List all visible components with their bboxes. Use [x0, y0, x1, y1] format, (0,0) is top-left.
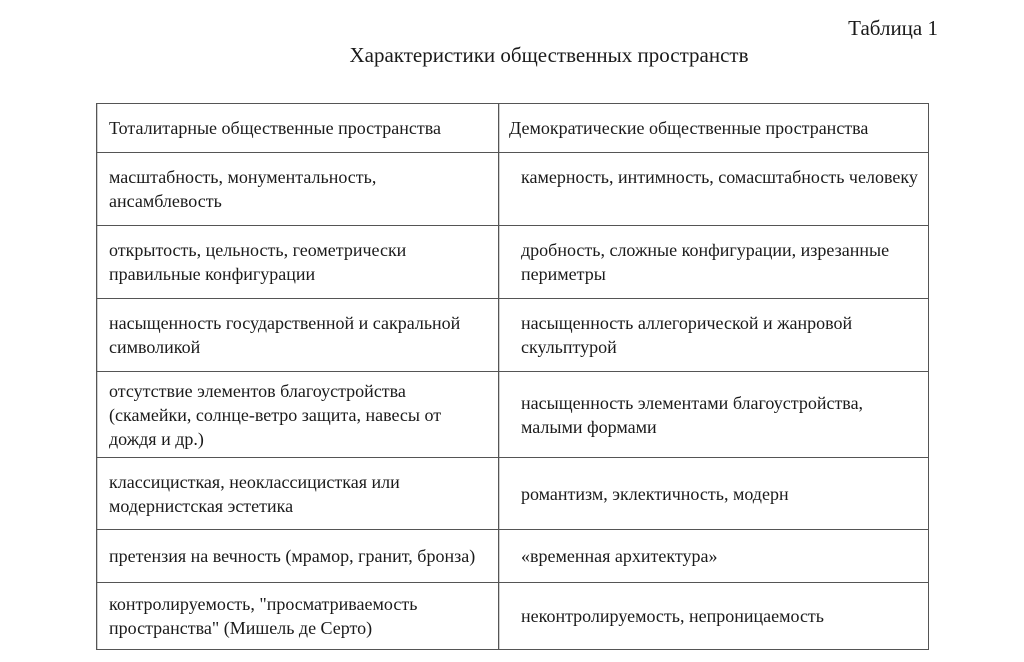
- comparison-table: [96, 103, 929, 650]
- table-number: Таблица 1: [848, 16, 938, 40]
- table-cell-right: «временная архитектура»: [499, 530, 929, 583]
- table-cell-left: контролируемость, "просматриваемость пространства" (Мишель де Серто): [97, 583, 499, 650]
- table-cell-right: дробность, сложные конфигурации, изрезанные периметры: [499, 226, 929, 299]
- table-cell-right: насыщенность элементами благоустройства, малыми формами: [499, 372, 929, 458]
- header-cell-democratic: Демократические общественные пространства: [499, 104, 929, 153]
- table-cell-right: камерность, интимность, сомасштабность человеку: [499, 153, 929, 226]
- table-cell-right: романтизм, эклектичность, модерн: [499, 458, 929, 530]
- header-cell-totalitarian: Тоталитарные общественные пространства: [97, 104, 499, 153]
- table-cell-left: претензия на вечность (мрамор, гранит, бронза): [97, 530, 499, 583]
- table-cell-left: масштабность, монументальность, ансамблевость: [97, 153, 499, 226]
- table-cell-left: открытость, цельность, геометрически правильные конфигурации: [97, 226, 499, 299]
- table-cell-right: неконтролируемость, непроницаемость: [499, 583, 929, 650]
- table-cell-left: насыщенность государственной и сакральной символикой: [97, 299, 499, 372]
- table-cell-left: классицисткая, неоклассицисткая или модернистская эстетика: [97, 458, 499, 530]
- table-cell-left: отсутствие элементов благоустройства (скамейки, солнце-ветро защита, навесы от дождя и др.): [97, 372, 499, 458]
- table-cell-right: насыщенность аллегорической и жанровой скульптурой: [499, 299, 929, 372]
- table-title: Характеристики общественных пространств: [349, 43, 749, 67]
